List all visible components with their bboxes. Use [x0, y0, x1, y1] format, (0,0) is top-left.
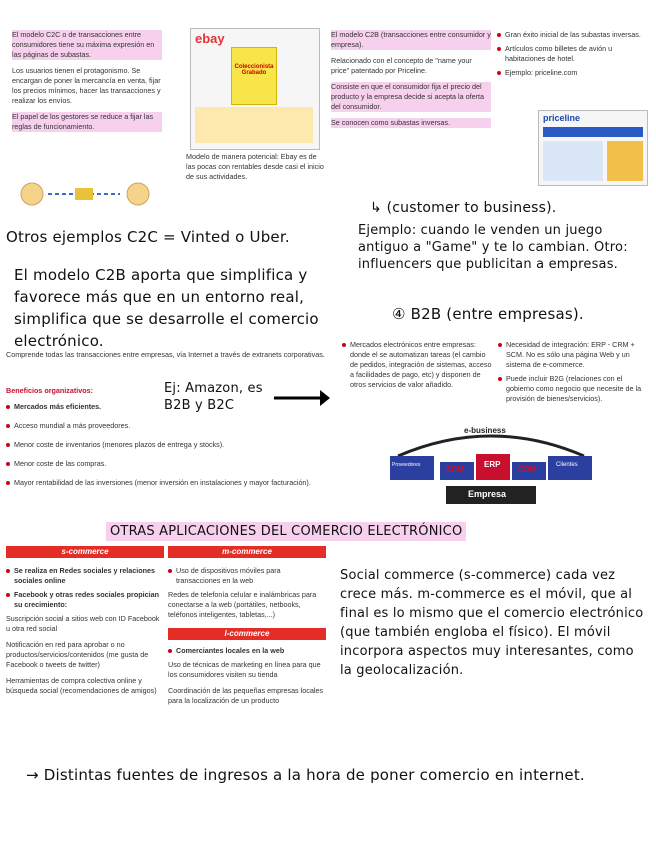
- diagram-erp-label: ERP: [484, 460, 501, 469]
- priceline-screenshot: [538, 110, 648, 186]
- b2b-mid-bullets: [342, 340, 492, 394]
- ebusiness-diagram: [384, 420, 598, 510]
- s-commerce-item: Herramientas de compra colectiva online y búsqueda social (recomendaciones de amigos): [6, 676, 157, 695]
- social-commerce-note: Social commerce (s-commerce) cada vez crece más. m-commerce es el móvil, que al final es lo mismo que el comercio electrónico (que también engloba el físico). El móvil incorpora aspectos muy interesantes, como la geolocalización.: [340, 568, 644, 678]
- diagram-crm-label: CRM: [518, 465, 537, 474]
- c2c-paragraph-1: El modelo C2C o de transacciones entre consumidores tiene su máxima expresión en las páginas de subastas.: [12, 30, 162, 60]
- ejemplo-note: Ejemplo: cuando le venden un juego antiguo a "Game" y te lo cambian. Otro: influencers que publicitan a empresas.: [358, 223, 628, 272]
- l-commerce-text: Coordinación de las pequeñas empresas locales para la localización de un producto: [168, 686, 324, 705]
- beneficio-item: Mayor rentabilidad de las inversiones (menor inversión en instalaciones y mayor facturación).: [6, 478, 336, 488]
- ebay-screenshot: [190, 28, 320, 150]
- b2b-right-bullets: [498, 340, 648, 408]
- s-commerce-bullet: Se realiza en Redes sociales y relaciones sociales online: [6, 566, 164, 586]
- m-commerce-text: Redes de telefonía celular e inalámbricas para conectarse a la web (portátiles, netbooks, teléfonos inteligentes, tabletas,...): [168, 590, 317, 619]
- otros-ejemplos-note: Otros ejemplos C2C = Vinted o Uber.: [6, 228, 290, 246]
- c2b-bullet: Gran éxito inicial de las subastas inversas.: [497, 30, 647, 40]
- s-commerce-item: Notificación en red para aprobar o no productos/servicios/contenidos (me gusta de Facebook o tweets de twitter): [6, 640, 149, 669]
- c2c-paragraph-3: El papel de los gestores se reduce a fijar las reglas de funcionamiento.: [12, 112, 162, 132]
- c2b-bullets: [497, 30, 647, 82]
- s-commerce-item: Suscripción social a sitios web con ID Facebook u otra red social: [6, 614, 160, 633]
- c2c-paragraph-2: Los usuarios tienen el protagonismo. Se encargan de poner la mercancía en venta, fijar los precios mínimos, hacer las transacciones y realizar los envíos.: [12, 66, 161, 105]
- b2b-right-bullet: Necesidad de integración: ERP - CRM + SCM. No es sólo una página Web y un sistema de e-commerce.: [498, 340, 648, 370]
- m-commerce-column: [168, 546, 326, 706]
- beneficio-item: Acceso mundial a más proveedores.: [6, 421, 336, 431]
- ebay-logo: ebay: [195, 31, 225, 46]
- customer-to-business-note: ↳ (customer to business).: [370, 200, 557, 216]
- l-commerce-text: Uso de técnicas de marketing en línea para que los consumidores visiten su tienda: [168, 660, 321, 679]
- c2b-paragraph-3: Consiste en que el consumidor fija el precio del producto y la empresa decide si acepta la oferta del consumidor.: [331, 82, 491, 112]
- s-commerce-column: [6, 546, 164, 696]
- priceline-logo: priceline: [543, 113, 581, 123]
- c2b-paragraph-2: Relacionado con el concepto de "name your price" patentado por Priceline.: [331, 56, 472, 75]
- users-illustration: [20, 178, 150, 210]
- b2b-right-bullet: Puede incluir B2G (relaciones con el gobierno como negocio que necesite de la provisión de bienes/servicios).: [498, 374, 648, 404]
- l-commerce-bullet: Comerciantes locales en la web: [168, 646, 326, 656]
- fuentes-ingresos-note: → Distintas fuentes de ingresos a la hora de poner comercio en internet.: [26, 766, 585, 784]
- beneficio-item: Menor coste de inventarios (menores plazos de entrega y stocks).: [6, 440, 336, 450]
- beneficios-list: [6, 402, 336, 492]
- c2b-block: [331, 30, 491, 128]
- b2b-intro: Comprende todas las transacciones entre empresas, vía Internet a través de extranets corporativas.: [6, 350, 325, 359]
- l-commerce-header: l-commerce: [168, 628, 326, 640]
- b2b-title: ④ B2B (entre empresas).: [392, 305, 584, 323]
- beneficio-item: Menor coste de las compras.: [6, 459, 336, 469]
- people-icon: [20, 178, 150, 210]
- diagram-right-label: Clientes: [556, 462, 578, 468]
- diagram-bottom-label: Empresa: [468, 489, 507, 499]
- c2b-bullet: Ejemplo: priceline.com: [497, 68, 647, 78]
- s-commerce-header: s-commerce: [6, 546, 164, 558]
- m-commerce-bullet: Uso de dispositivos móviles para transacciones en la web: [168, 566, 326, 586]
- c2b-paragraph-4: Se conocen como subastas inversas.: [331, 118, 491, 128]
- beneficios-title: Beneficios organizativos:: [6, 386, 94, 395]
- diagram-scm-label: SCM: [446, 465, 464, 474]
- c2b-note: El modelo C2B aporta que simplifica y favorece más que en un entorno real, simplifica que se desarrolle el comercio electrónico.: [14, 266, 319, 350]
- m-commerce-header: m-commerce: [168, 546, 326, 558]
- ebay-note: Modelo de manera potencial: Ebay es de las pocas con rentables desde casi el inicio de sus actividades.: [186, 152, 324, 181]
- c2b-bullet: Artículos como billetes de avión u habitaciones de hotel.: [497, 44, 647, 64]
- c2c-block: [12, 30, 162, 132]
- diagram-top-label: e-business: [464, 426, 506, 435]
- arrow-right-icon: [272, 386, 332, 410]
- beneficio-item: Mercados más eficientes.: [6, 402, 336, 412]
- b2b-mid-bullet: Mercados electrónicos entre empresas: donde el se automatizan tareas (el cambio de pedidos, integración de sistemas, acceso a facilidades de pago, etc) y disponen de otros servicios de valor añadido.: [342, 340, 492, 390]
- otras-aplicaciones-title: OTRAS APLICACIONES DEL COMERCIO ELECTRÓNICO: [106, 522, 466, 541]
- c2b-paragraph-1: El modelo C2B (transacciones entre consumidor y empresa).: [331, 30, 491, 49]
- amazon-note: Ej: Amazon, es B2B y B2C: [164, 381, 263, 413]
- diagram-left-label: Proveedores: [392, 462, 421, 468]
- ebay-tagline: Coleccionista Grabado: [234, 64, 274, 76]
- s-commerce-bullet: Facebook y otras redes sociales propician su crecimiento:: [6, 590, 164, 610]
